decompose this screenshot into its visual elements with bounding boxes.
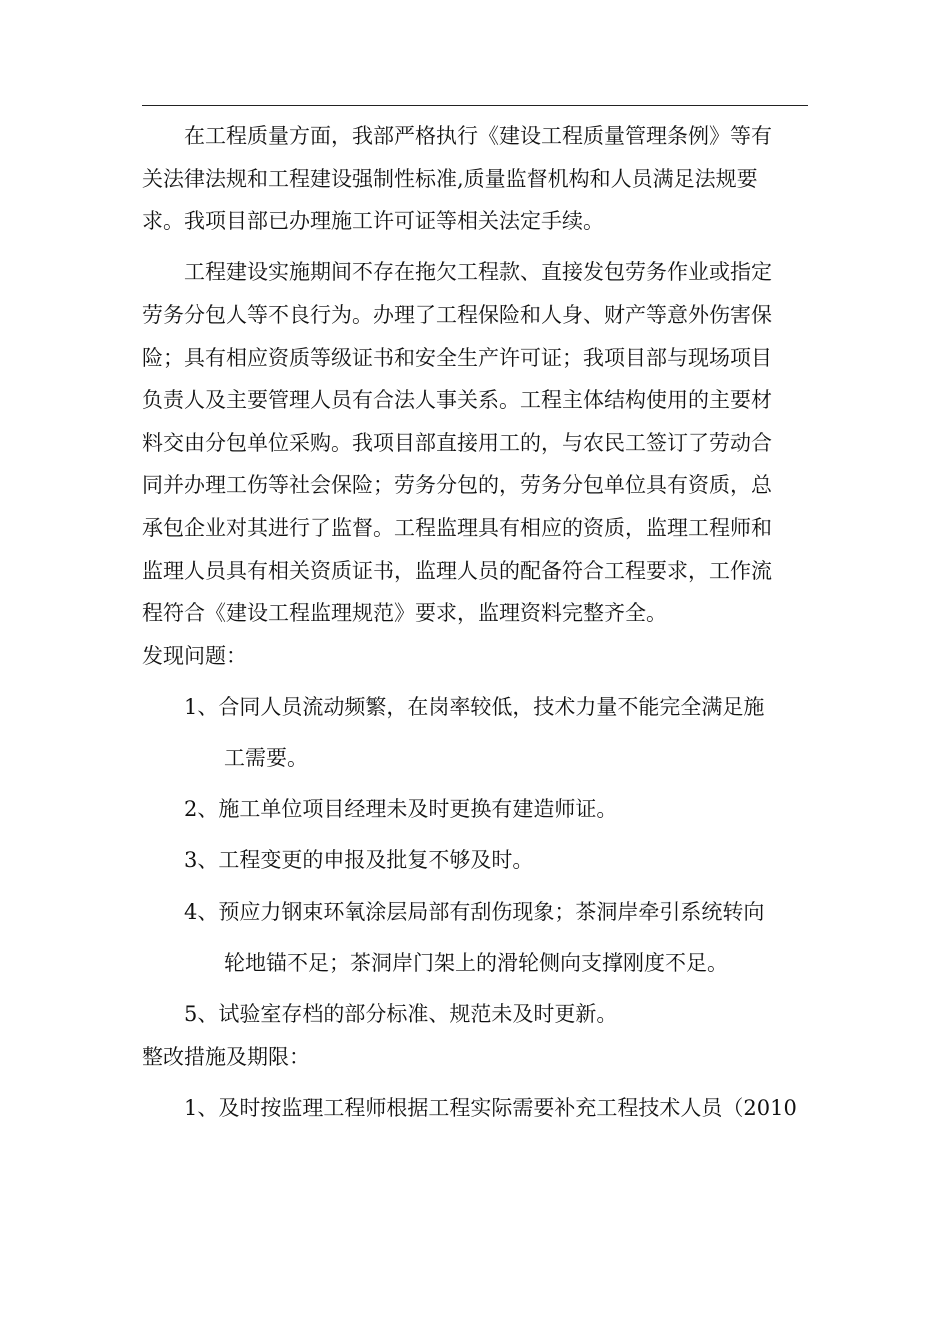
problem-item-4: [142, 891, 808, 985]
paragraph-line: 关法律法规和工程建设强制性标准,质量监督机构和人员满足法规要: [142, 166, 758, 191]
list-item-line: 3、工程变更的申报及批复不够及时。: [184, 848, 534, 873]
measures-heading-block: [142, 1036, 808, 1079]
paragraph-line: 险；具有相应资质等级证书和安全生产许可证；我项目部与现场项目: [142, 345, 772, 370]
measures-heading: 整改措施及期限：: [142, 1044, 310, 1069]
list-item-line: 1、合同人员流动频繁，在岗率较低，技术力量不能完全满足施: [184, 694, 765, 719]
paragraph-line: 料交由分包单位采购。我项目部直接用工的，与农民工签订了劳动合: [142, 430, 772, 455]
paragraph-line: 承包企业对其进行了监督。工程监理具有相应的资质，监理工程师和: [142, 515, 772, 540]
paragraph-line: 工程建设实施期间不存在拖欠工程款、直接发包劳务作业或指定: [184, 260, 772, 285]
paragraph-line: 负责人及主要管理人员有合法人事关系。工程主体结构使用的主要材: [142, 388, 772, 413]
paragraph-line: 求。我项目部已办理施工许可证等相关法定手续。: [142, 209, 604, 234]
list-item-line: 4、预应力钢束环氧涂层局部有刮伤现象；茶洞岸牵引系统转向: [184, 899, 765, 924]
problem-item-2: [142, 788, 808, 831]
document-body: [142, 115, 808, 1129]
list-item-line: 轮地锚不足；茶洞岸门架上的滑轮侧向支撑刚度不足。: [224, 950, 728, 975]
header-rule: [142, 105, 808, 106]
problem-item-1: [142, 686, 808, 780]
problems-heading: 发现问题：: [142, 643, 247, 668]
problem-item-5: [142, 993, 808, 1036]
list-item-line: 工需要。: [224, 746, 308, 771]
list-item-line: 1、及时按监理工程师根据工程实际需要补充工程技术人员（2010: [184, 1095, 797, 1120]
problems-heading-block: [142, 635, 808, 678]
paragraph-quality: [142, 115, 808, 243]
paragraph-line: 监理人员具有相关资质证书，监理人员的配备符合工程要求，工作流: [142, 558, 772, 583]
paragraph-line: 劳务分包人等不良行为。办理了工程保险和人身、财产等意外伤害保: [142, 302, 772, 327]
paragraph-line: 在工程质量方面，我部严格执行《建设工程质量管理条例》等有: [184, 124, 772, 148]
paragraph-line: 程符合《建设工程监理规范》要求，监理资料完整齐全。: [142, 601, 667, 626]
problem-item-3: [142, 839, 808, 882]
paragraph-construction: [142, 251, 808, 634]
measure-item-1: [142, 1087, 808, 1130]
list-item-line: 5、试验室存档的部分标准、规范未及时更新。: [184, 1002, 618, 1027]
list-item-line: 2、施工单位项目经理未及时更换有建造师证。: [184, 797, 618, 822]
paragraph-line: 同并办理工伤等社会保险；劳务分包的，劳务分包单位具有资质，总: [142, 473, 772, 498]
